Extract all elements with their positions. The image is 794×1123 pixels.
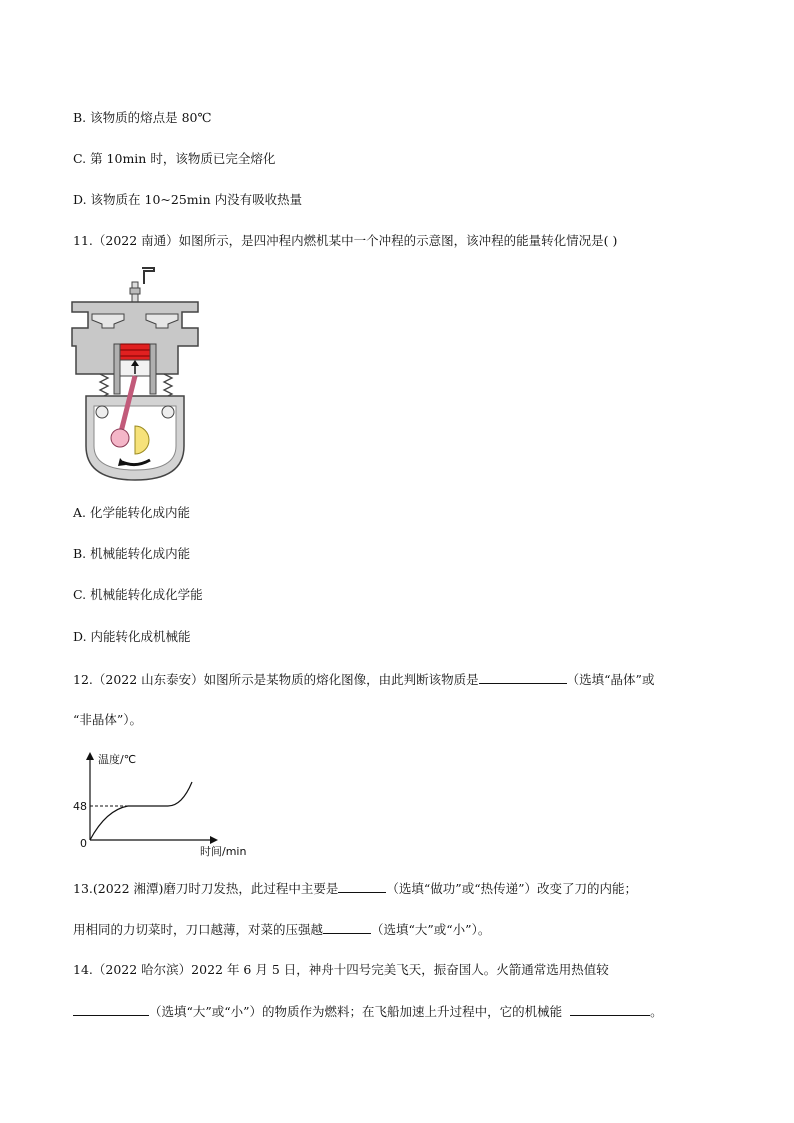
- graph-y-arrow: [86, 752, 94, 760]
- q14-blank-2[interactable]: [570, 1003, 650, 1016]
- q11-option-b: B. 机械能转化成内能: [73, 546, 191, 561]
- q14-line2-part1: （选填“大”或“小”）的物质作为燃料；在飞船加速上升过程中，它的机械能: [149, 1004, 563, 1019]
- q12-stem: [73, 671, 654, 688]
- q11-stem: 11.（2022 南通）如图所示，是四冲程内燃机某中一个冲程的示意图，该冲程的能量转化情况是( ): [73, 233, 618, 248]
- graph-ytick-48: 48: [73, 800, 87, 813]
- graph-x-arrow: [210, 836, 218, 844]
- q12-stem-part1: 12.（2022 山东泰安）如图所示是某物质的熔化图像，由此判断该物质是: [73, 672, 479, 687]
- q13-line2-part2: （选填“大”或“小”）。: [371, 922, 491, 937]
- q14-line2-part2: 。: [650, 1004, 663, 1019]
- q12-stem-part2: （选填“晶体”或: [566, 672, 655, 687]
- q13-blank-2[interactable]: [323, 921, 371, 934]
- q14-blank-1[interactable]: [73, 1003, 149, 1016]
- q12-stem-line2: “非晶体”）。: [73, 712, 143, 727]
- q10-option-c: C. 第 10min 时，该物质已完全熔化: [73, 151, 276, 166]
- melting-graph: [70, 748, 270, 860]
- q10-option-b: B. 该物质的熔点是 80℃: [73, 110, 212, 125]
- q13-blank-1[interactable]: [338, 880, 386, 893]
- q10-option-d: D. 该物质在 10~25min 内没有吸收热量: [73, 192, 303, 207]
- graph-curve: [90, 782, 192, 840]
- graph-origin: 0: [80, 837, 87, 850]
- engine-cylinder-illustration: [70, 266, 200, 484]
- q13-line2: [73, 921, 490, 938]
- graph-xlabel: 时间/min: [200, 845, 247, 858]
- q11-option-d: D. 内能转化成机械能: [73, 629, 191, 644]
- q11-option-c: C. 机械能转化成化学能: [73, 587, 203, 602]
- q13-line1-part2: （选填“做功”或“热传递”）改变了刀的内能；: [386, 881, 637, 896]
- q13-line1-part1: 13.(2022 湘潭)磨刀时刀发热，此过程中主要是: [73, 881, 339, 896]
- q13-line2-part1: 用相同的力切菜时，刀口越薄，对菜的压强越: [73, 922, 324, 937]
- q14-line1: 14.（2022 哈尔滨）2022 年 6 月 5 日，神舟十四号完美飞天，振奋国人。火箭通常选用热值较: [73, 962, 609, 977]
- graph-ylabel: 温度/℃: [98, 753, 137, 766]
- q14-line2: [73, 1003, 663, 1020]
- q11-option-a: A. 化学能转化成内能: [73, 505, 190, 520]
- q13-line1: [73, 880, 637, 897]
- q12-answer-blank[interactable]: [479, 671, 567, 684]
